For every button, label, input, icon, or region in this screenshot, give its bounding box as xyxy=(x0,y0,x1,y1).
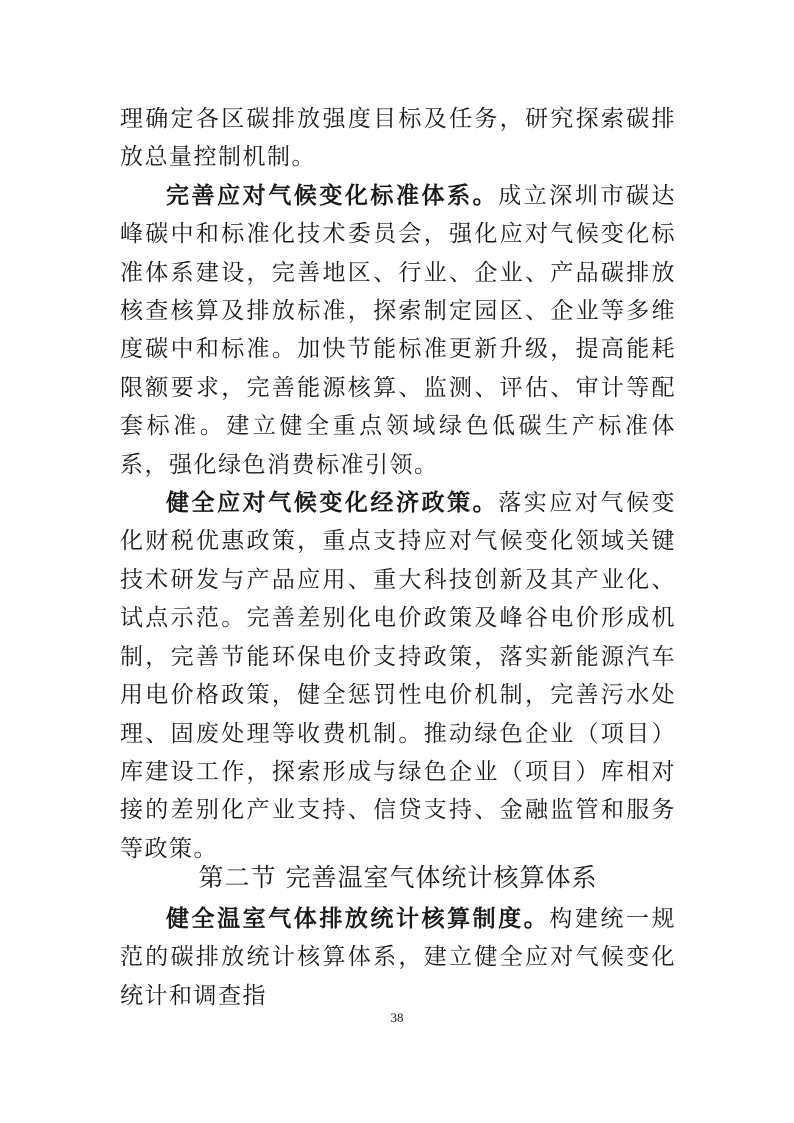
body-text-bottom xyxy=(120,900,676,1015)
paragraph-lead-heading: 完善应对气候变化标准体系。 xyxy=(166,181,499,209)
body-text-top xyxy=(120,100,676,868)
paragraph-lead-heading: 健全应对气候变化经济政策。 xyxy=(166,489,499,517)
paragraph-statistics-system xyxy=(120,900,676,1015)
paragraph-text: 成立深圳市碳达峰碳中和标准化技术委员会，强化应对气候变化标准体系建设，完善地区、行业、企业、产品碳排放核查核算及排放标准，探索制定园区、企业等多维度碳中和标准。加快节能标准更新升级，提高能耗限额要求，完善能源核算、监测、评估、审计等配套标准。建立健全重点领域绿色低碳生产标准体系，强化绿色消费标准引领。 xyxy=(120,182,677,478)
paragraph-economic-policy xyxy=(120,484,676,868)
paragraph-text: 构建统一规范的碳排放统计核算体系，建立健全应对气候变化统计和调查指 xyxy=(120,906,677,1009)
section-heading: 第二节 完善温室气体统计核算体系 xyxy=(198,863,598,892)
paragraph-lead-heading: 健全温室气体排放统计核算制度。 xyxy=(166,905,550,932)
paragraph-text: 落实应对气候变化财税优惠政策，重点支持应对气候变化领域关键技术研发与产品应用、重大科技创新及其产业化、试点示范。完善差别化电价政策及峰谷电价形成机制，完善节能环保电价支持政策，落实新能源汽车用电价格政策，健全惩罚性电价机制，完善污水处理、固废处理等收费机制。推动绿色企业（项目）库建设工作，探索形成与绿色企业（项目）库相对接的差别化产业支持、信贷支持、金融监管和服务等政策。 xyxy=(120,490,677,862)
page-number: 38 xyxy=(390,1010,404,1025)
paragraph-continuation xyxy=(120,100,676,177)
paragraph-standards-system xyxy=(120,177,676,484)
paragraph-text: 理确定各区碳排放强度目标及任务，研究探索碳排放总量控制机制。 xyxy=(120,106,676,171)
